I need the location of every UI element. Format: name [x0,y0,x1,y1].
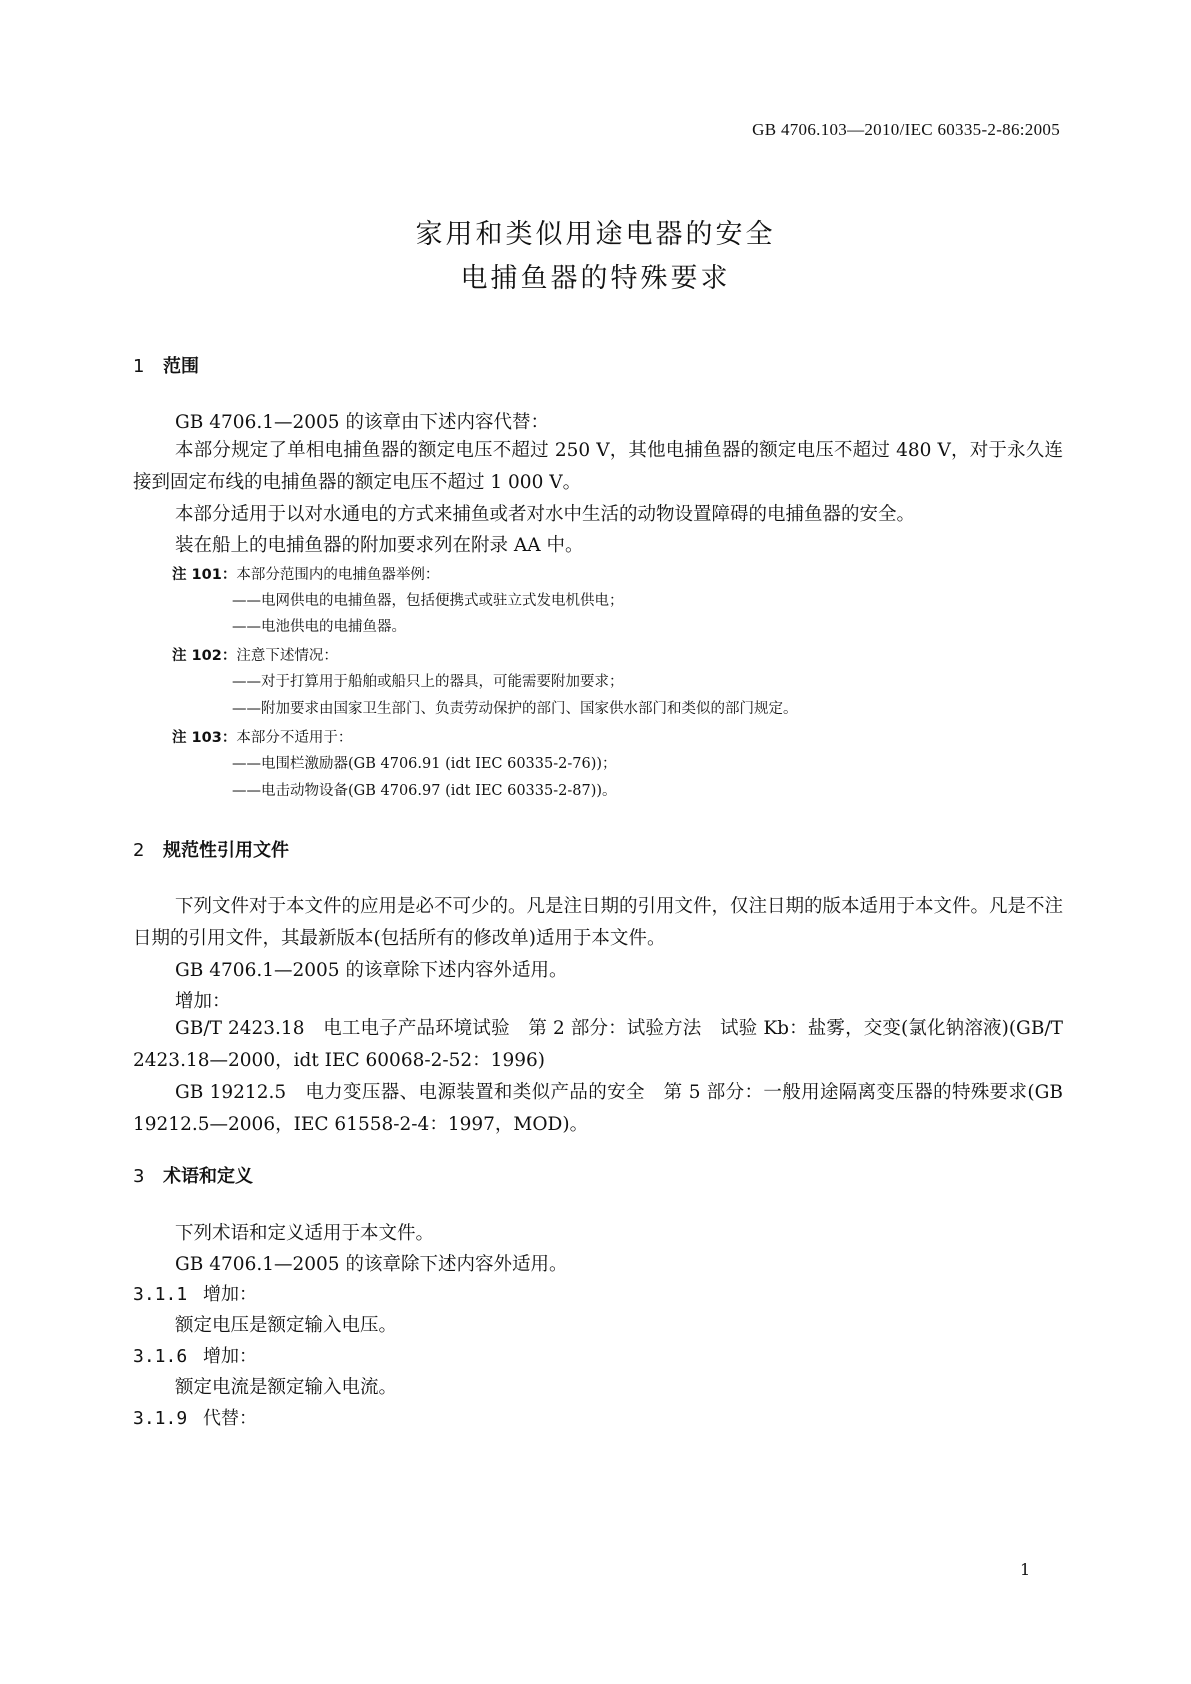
paragraph: 额定电压是额定输入电压。 [175,1315,398,1336]
note-item: ——电击动物设备(GB 4706.97 (idt IEC 60335-2-87))。 [232,783,617,799]
reference-entry: GB/T 2423.18 电工电子产品环境试验 第 2 部分：试验方法 试验 Kb：盐雾，交变(氯化钠溶液)(GB/T 2423.18—2000，idt IEC 60068-2-52：1996) [133,1018,1063,1071]
section-number: 2 [133,840,145,861]
clause-title: 代替： [203,1408,257,1429]
note-item: ——附加要求由国家卫生部门、负责劳动保护的部门、国家供水部门和类似的部门规定。 [232,701,798,717]
note-text: 本部分范围内的电捕鱼器举例： [236,567,440,583]
clause-number: 3.1.9 [133,1408,188,1429]
section-1-heading [133,352,199,378]
clause-title: 增加： [203,1346,257,1367]
paragraph: GB 4706.1—2005 的该章除下述内容外适用。 [175,960,568,981]
title-line-1: 家用和类似用途电器的安全 [415,219,776,250]
paragraph: 本部分规定了单相电捕鱼器的额定电压不超过 250 V，其他电捕鱼器的额定电压不超过 480 V，对于永久连接到固定布线的电捕鱼器的额定电压不超过 1 000 V。 [133,440,1063,493]
reference-entry: GB 19212.5 电力变压器、电源装置和类似产品的安全 第 5 部分：一般用途隔离变压器的特殊要求(GB 19212.5—2006，IEC 61558-2-4：1997，MOD)。 [133,1082,1063,1135]
note-item: ——电网供电的电捕鱼器，包括便携式或驻立式发电机供电； [232,593,624,609]
section-title: 范围 [163,356,199,377]
clause-3-1-1 [133,1280,257,1306]
note-label: 注 103： [172,730,237,746]
paragraph: 额定电流是额定输入电流。 [175,1377,398,1398]
page-number: 1 [1020,1560,1031,1579]
section-3-heading [133,1162,253,1188]
note-label: 注 102： [172,648,237,664]
clause-title: 增加： [203,1284,257,1305]
paragraph: GB 4706.1—2005 的该章由下述内容代替： [175,412,549,433]
document-number: GB 4706.103—2010/IEC 60335-2-86:2005 [752,120,1060,139]
title-line-2: 电捕鱼器的特殊要求 [460,263,731,294]
clause-3-1-9 [133,1404,257,1430]
note-text: 注意下述情况： [236,648,338,664]
note-item: ——对于打算用于船舶或船只上的器具，可能需要附加要求； [232,674,624,690]
clause-number: 3.1.6 [133,1346,188,1367]
paragraph: 本部分适用于以对水通电的方式来捕鱼或者对水中生活的动物设置障碍的电捕鱼器的安全。 [175,504,916,525]
note-text: 本部分不适用于： [236,730,353,746]
paragraph: GB 4706.1—2005 的该章除下述内容外适用。 [175,1254,568,1275]
note-item: ——电池供电的电捕鱼器。 [232,619,406,635]
section-title: 规范性引用文件 [163,840,289,861]
note-103 [172,726,352,747]
paragraph: 装在船上的电捕鱼器的附加要求列在附录 AA 中。 [175,535,584,556]
clause-number: 3.1.1 [133,1284,188,1305]
paragraph: 下列术语和定义适用于本文件。 [175,1223,435,1244]
section-number: 1 [133,356,145,377]
section-2-heading [133,836,289,862]
note-101 [172,563,439,584]
paragraph: 下列文件对于本文件的应用是必不可少的。凡是注日期的引用文件，仅注日期的版本适用于本文件。凡是不注日期的引用文件，其最新版本(包括所有的修改单)适用于本文件。 [133,896,1064,949]
note-label: 注 101： [172,567,237,583]
paragraph: 增加： [175,991,231,1012]
section-title: 术语和定义 [163,1166,253,1187]
note-102 [172,644,338,665]
section-number: 3 [133,1166,145,1187]
note-item: ——电围栏激励器(GB 4706.91 (idt IEC 60335-2-76))； [232,756,617,772]
clause-3-1-6 [133,1342,257,1368]
